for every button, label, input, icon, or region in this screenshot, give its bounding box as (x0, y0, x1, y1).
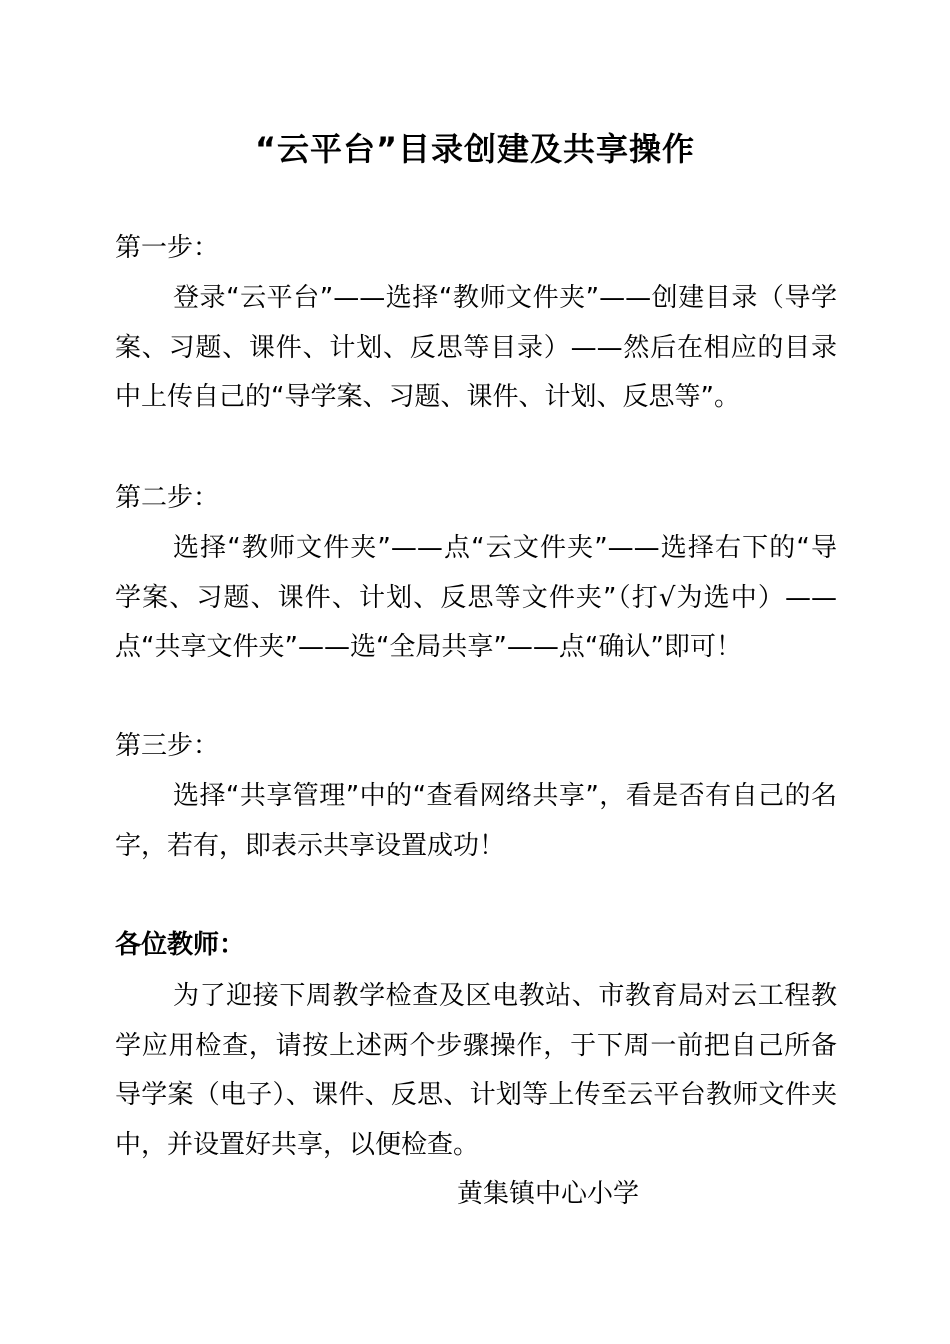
signature: 黄集镇中心小学 (457, 1179, 640, 1209)
step-1-label: 第一步： (115, 233, 220, 263)
step-2-text: 选择“教师文件夹”——点“云文件夹”——选择右下的“导学案、习题、课件、计划、反思等文件夹”（打√为选中）——点“共享文件夹”——选“全局共享”——点“确认”即可！ (115, 533, 837, 662)
step-1-text: 登录“云平台”——选择“教师文件夹”——创建目录（导学案、习题、课件、计划、反思等目录）——然后在相应的目录中上传自己的“导学案、习题、课件、计划、反思等”。 (115, 283, 837, 412)
notice-text: 为了迎接下周教学检查及区电教站、市教育局对云工程教学应用检查，请按上述两个步骤操作，于下周一前把自己所备导学案（电子）、课件、反思、计划等上传至云平台教师文件夹中，并设置好共享，以便检查。 (115, 981, 837, 1160)
step-3-label: 第三步： (115, 731, 220, 761)
document-title: “云平台”目录创建及共享操作 (254, 130, 696, 168)
step-3-text: 选择“共享管理”中的“查看网络共享”，看是否有自己的名字，若有，即表示共享设置成功！ (115, 781, 837, 861)
step-2-label: 第二步： (115, 483, 220, 513)
notice-salutation: 各位教师： (115, 930, 246, 960)
